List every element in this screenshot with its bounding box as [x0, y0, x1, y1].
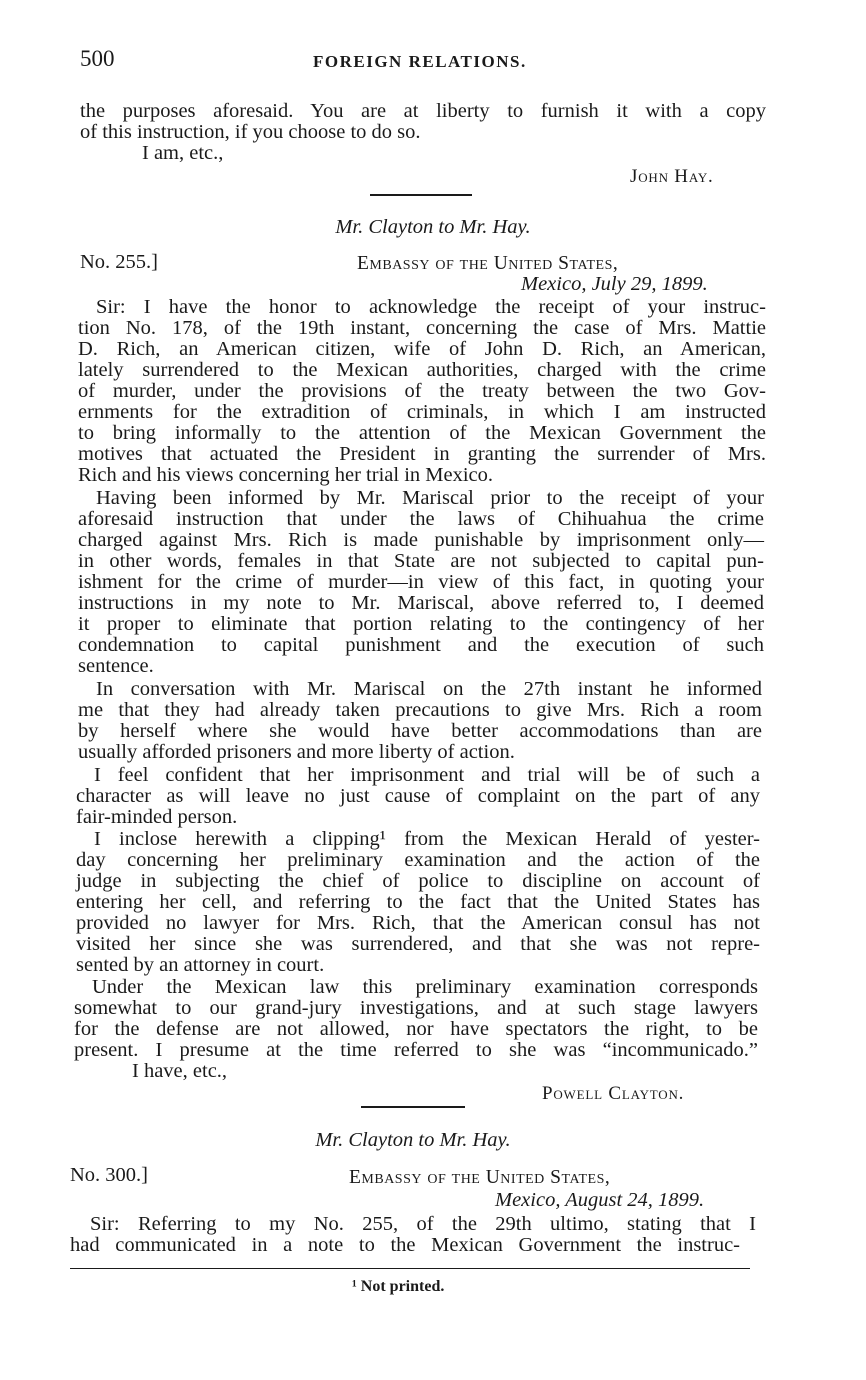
letter-heading: Mr. Clayton to Mr. Hay.	[315, 1129, 511, 1151]
footnote-rule	[70, 1268, 750, 1269]
body-line: entering her cell, and referring to the fact that the United States has	[76, 891, 760, 913]
body-line: present. I presume at the time referred to she was “incommunicado.”	[74, 1039, 758, 1061]
body-line: instructions in my note to Mr. Mariscal, above referred to, I deemed	[78, 592, 764, 614]
body-line: Rich and his views concerning her trial in Mexico.	[78, 464, 494, 486]
closing: I am, etc.,	[142, 142, 224, 164]
body-line: somewhat to our grand-jury investigations, and at such stage lawyers	[74, 997, 758, 1019]
letter-number: No. 300.]	[70, 1164, 149, 1186]
body-line: ishment for the crime of murder—in view of this fact, in quoting your	[78, 571, 764, 593]
body-line: in other words, females in that State are not subjected to capital pun-	[78, 550, 764, 572]
body-line: of murder, under the provisions of the treaty between the two Gov-	[78, 380, 766, 402]
body-line: ernments for the extradition of criminals, in which I am instructed	[78, 401, 766, 423]
section-divider	[370, 194, 472, 196]
body-line: Sir: I have the honor to acknowledge the receipt of your instruc-	[96, 296, 766, 318]
body-line: Under the Mexican law this preliminary examination corresponds	[92, 976, 758, 998]
body-line: for the defense are not allowed, nor have spectators the right, to be	[74, 1018, 758, 1040]
body-line: the purposes aforesaid. You are at liberty to furnish it with a copy	[80, 100, 766, 122]
body-line: Having been informed by Mr. Mariscal prior to the receipt of your	[96, 487, 764, 509]
body-line: me that they had already taken precautions to give Mrs. Rich a room	[78, 699, 762, 721]
body-line: to bring informally to the attention of the Mexican Government the	[78, 422, 766, 444]
section-divider	[361, 1106, 465, 1108]
body-line: usually afforded prisoners and more liberty of action.	[78, 741, 515, 763]
body-line: I feel confident that her imprisonment and trial will be of such a	[94, 764, 760, 786]
letter-number: No. 255.]	[80, 251, 159, 273]
body-line: Sir: Referring to my No. 255, of the 29th ultimo, stating that I	[90, 1213, 756, 1235]
body-line: charged against Mrs. Rich is made punishable by imprisonment only—	[78, 529, 764, 551]
body-line: lately surrendered to the Mexican authorities, charged with the crime	[78, 359, 766, 381]
place-date: Mexico, July 29, 1899.	[521, 273, 708, 295]
body-line: character as will leave no just cause of complaint on the part of any	[76, 785, 760, 807]
closing: I have, etc.,	[132, 1060, 228, 1082]
body-line: D. Rich, an American citizen, wife of John D. Rich, an American,	[78, 338, 766, 360]
page-number: 500	[80, 46, 115, 71]
signature: Powell Clayton.	[542, 1083, 685, 1104]
body-line: motives that actuated the President in granting the surrender of Mrs.	[78, 443, 766, 465]
footnote: ¹ Not printed.	[352, 1278, 445, 1295]
body-line: had communicated in a note to the Mexican Government the instruc-	[70, 1234, 740, 1256]
body-line: tion No. 178, of the 19th instant, concerning the case of Mrs. Mattie	[78, 317, 766, 339]
body-line: In conversation with Mr. Mariscal on the 27th instant he informed	[96, 678, 762, 700]
body-line: day concerning her preliminary examination and the action of the	[76, 849, 760, 871]
body-line: by herself where she would have better accommodations than are	[78, 720, 762, 742]
body-line: sentence.	[78, 655, 154, 677]
body-line: visited her since she was surrendered, and that she was not repre-	[76, 933, 760, 955]
signature: John Hay.	[630, 166, 714, 187]
embassy-line: Embassy of the United States,	[349, 1167, 611, 1188]
place-date: Mexico, August 24, 1899.	[495, 1189, 705, 1211]
embassy-line: Embassy of the United States,	[357, 253, 619, 274]
body-line: it proper to eliminate that portion relating to the contingency of her	[78, 613, 764, 635]
running-head: FOREIGN RELATIONS.	[313, 52, 527, 71]
letter-heading: Mr. Clayton to Mr. Hay.	[335, 216, 531, 238]
body-line: sented by an attorney in court.	[76, 954, 325, 976]
body-line: of this instruction, if you choose to do so.	[80, 121, 421, 143]
body-line: provided no lawyer for Mrs. Rich, that the American consul has not	[76, 912, 760, 934]
body-line: aforesaid instruction that under the laws of Chihuahua the crime	[78, 508, 764, 530]
body-line: I inclose herewith a clipping¹ from the Mexican Herald of yester-	[94, 828, 760, 850]
body-line: judge in subjecting the chief of police to discipline on account of	[76, 870, 760, 892]
body-line: condemnation to capital punishment and the execution of such	[78, 634, 764, 656]
body-line: fair-minded person.	[76, 806, 238, 828]
